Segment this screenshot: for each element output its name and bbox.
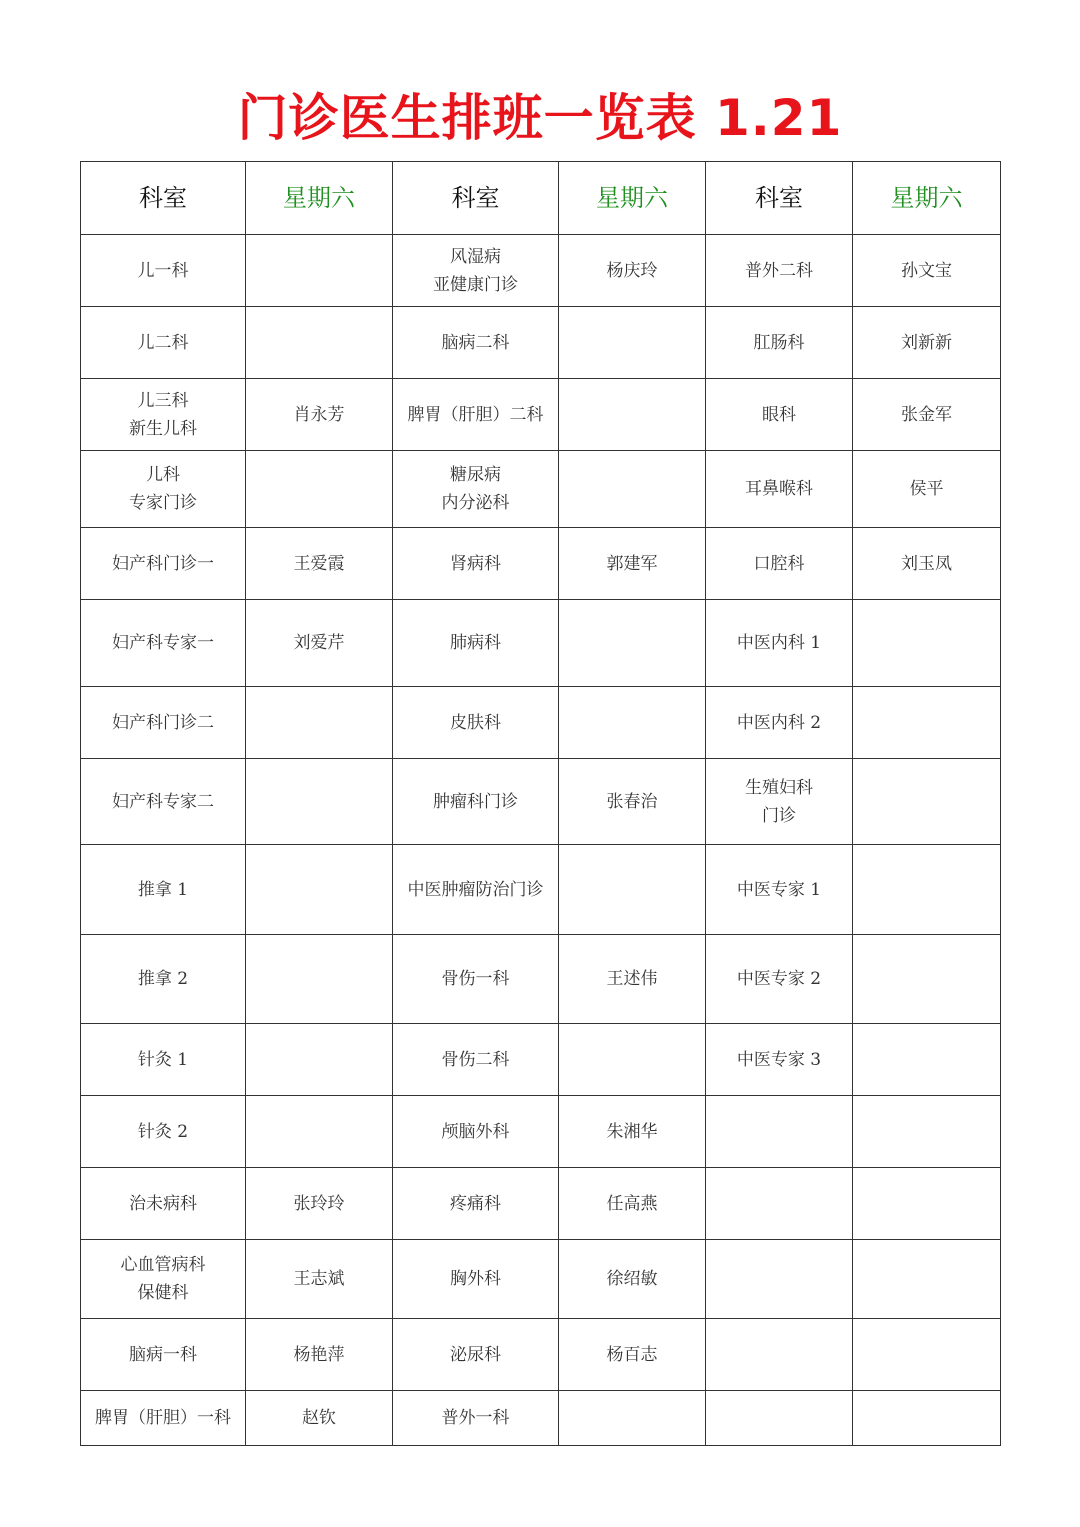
- doctor-cell: [853, 1319, 1001, 1391]
- doctor-cell: [246, 379, 393, 451]
- department-text: 治未病科: [129, 1193, 197, 1214]
- department-cell: [81, 307, 246, 379]
- department-cell: [706, 1024, 853, 1096]
- department-text: 骨伤二科: [441, 1049, 510, 1070]
- department-text: 针灸 1: [137, 1049, 189, 1070]
- table-row: [81, 1096, 1001, 1168]
- department-text: 推拿 1: [137, 879, 189, 900]
- department-cell: [393, 1168, 559, 1240]
- department-text: 口腔科: [753, 553, 805, 574]
- department-text: 脑病一科: [129, 1344, 197, 1365]
- doctor-cell: [853, 528, 1001, 600]
- doctor-cell: [246, 1240, 393, 1319]
- department-text: 儿三科 新生儿科: [129, 390, 197, 439]
- doctor-cell: [559, 600, 706, 687]
- department-cell: [706, 307, 853, 379]
- doctor-cell: [559, 1240, 706, 1319]
- table-row: [81, 1240, 1001, 1319]
- department-text: 颅脑外科: [441, 1121, 510, 1142]
- table-row: [81, 235, 1001, 307]
- doctor-cell: [559, 845, 706, 935]
- department-text: 糖尿病 内分泌科: [441, 465, 510, 513]
- doctor-cell: [246, 528, 393, 600]
- department-cell: [706, 379, 853, 451]
- department-cell: [706, 1168, 853, 1240]
- doctor-text: 杨艳萍: [293, 1344, 345, 1365]
- table-row: [81, 1024, 1001, 1096]
- doctor-text: 徐绍敏: [606, 1269, 658, 1289]
- header-saturday-2: 星期六: [559, 162, 706, 235]
- department-cell: [81, 235, 246, 307]
- department-cell: [706, 1240, 853, 1319]
- table-row: [81, 528, 1001, 600]
- doctor-text: 刘玉凤: [901, 553, 952, 574]
- department-text: 风湿病 亚健康门诊: [433, 246, 518, 295]
- doctor-text: 刘新新: [901, 332, 952, 353]
- department-text: 生殖妇科 门诊: [745, 777, 813, 826]
- doctor-cell: [246, 307, 393, 379]
- doctor-cell: [853, 1096, 1001, 1168]
- doctor-cell: [559, 1319, 706, 1391]
- doctor-cell: [246, 600, 393, 687]
- department-text: 泌尿科: [450, 1344, 501, 1365]
- doctor-cell: [853, 1168, 1001, 1240]
- doctor-cell: [246, 235, 393, 307]
- department-cell: [393, 1024, 559, 1096]
- header-department-1: 科室: [81, 162, 246, 235]
- table-row: [81, 379, 1001, 451]
- department-text: 眼科: [762, 404, 796, 425]
- doctor-cell: [559, 1096, 706, 1168]
- department-text: 推拿 2: [137, 969, 189, 989]
- doctor-text: 张金军: [901, 404, 952, 425]
- table-row: [81, 600, 1001, 687]
- department-cell: [706, 1319, 853, 1391]
- doctor-cell: [246, 1391, 393, 1446]
- department-cell: [81, 600, 246, 687]
- department-cell: [81, 935, 246, 1024]
- department-text: 心血管病科 保健科: [120, 1255, 206, 1303]
- department-text: 中医内科 2: [736, 712, 822, 733]
- department-cell: [706, 600, 853, 687]
- doctor-cell: [246, 935, 393, 1024]
- doctor-cell: [559, 451, 706, 528]
- department-text: 中医专家 2: [736, 969, 822, 989]
- department-cell: [393, 759, 559, 845]
- doctor-text: 杨百志: [606, 1344, 658, 1365]
- doctor-cell: [853, 759, 1001, 845]
- department-cell: [393, 935, 559, 1024]
- department-text: 妇产科专家一: [112, 633, 214, 653]
- doctor-cell: [559, 379, 706, 451]
- department-cell: [393, 307, 559, 379]
- table-row: [81, 1319, 1001, 1391]
- department-cell: [706, 451, 853, 528]
- department-text: 中医内科 1: [736, 633, 822, 653]
- doctor-cell: [559, 528, 706, 600]
- department-text: 疼痛科: [450, 1193, 501, 1214]
- doctor-text: 肖永芳: [293, 404, 345, 425]
- department-cell: [393, 687, 559, 759]
- doctor-cell: [559, 235, 706, 307]
- doctor-text: 任高燕: [606, 1193, 658, 1214]
- header-saturday-3: 星期六: [853, 162, 1001, 235]
- table-row: [81, 687, 1001, 759]
- department-cell: [81, 1391, 246, 1446]
- department-cell: [81, 1096, 246, 1168]
- department-cell: [81, 1024, 246, 1096]
- table-row: [81, 307, 1001, 379]
- department-cell: [706, 235, 853, 307]
- department-cell: [81, 1319, 246, 1391]
- doctor-text: 王述伟: [606, 969, 658, 989]
- department-cell: [393, 600, 559, 687]
- department-cell: [706, 759, 853, 845]
- doctor-cell: [853, 1024, 1001, 1096]
- department-text: 脑病二科: [441, 332, 510, 353]
- doctor-cell: [559, 307, 706, 379]
- department-text: 针灸 2: [137, 1121, 189, 1142]
- doctor-text: 杨庆玲: [606, 260, 658, 281]
- department-cell: [393, 528, 559, 600]
- table-row: [81, 845, 1001, 935]
- department-text: 中医肿瘤防治门诊: [407, 879, 544, 900]
- department-text: 中医专家 1: [736, 879, 822, 900]
- department-text: 耳鼻喉科: [745, 479, 813, 499]
- doctor-cell: [559, 759, 706, 845]
- doctor-text: 张春治: [606, 791, 658, 812]
- doctor-text: 孙文宝: [901, 260, 952, 281]
- department-text: 妇产科门诊一: [112, 553, 214, 574]
- doctor-cell: [559, 935, 706, 1024]
- department-text: 普外二科: [745, 260, 813, 281]
- doctor-cell: [559, 1024, 706, 1096]
- doctor-text: 侯平: [909, 479, 944, 499]
- doctor-cell: [246, 845, 393, 935]
- department-cell: [706, 935, 853, 1024]
- department-text: 皮肤科: [450, 712, 501, 733]
- doctor-cell: [853, 935, 1001, 1024]
- department-cell: [81, 759, 246, 845]
- department-cell: [81, 1240, 246, 1319]
- department-cell: [393, 1319, 559, 1391]
- department-cell: [393, 1391, 559, 1446]
- department-cell: [706, 687, 853, 759]
- department-text: 普外一科: [441, 1408, 510, 1428]
- doctor-text: 赵钦: [302, 1408, 336, 1428]
- department-cell: [393, 379, 559, 451]
- department-cell: [393, 235, 559, 307]
- doctor-cell: [246, 1319, 393, 1391]
- department-cell: [81, 379, 246, 451]
- department-cell: [393, 1240, 559, 1319]
- doctor-cell: [246, 451, 393, 528]
- table-row: [81, 1168, 1001, 1240]
- doctor-cell: [559, 687, 706, 759]
- department-text: 中医专家 3: [736, 1049, 822, 1070]
- doctor-cell: [853, 307, 1001, 379]
- department-cell: [393, 1096, 559, 1168]
- doctor-text: 郭建军: [606, 553, 658, 574]
- table-row: [81, 759, 1001, 845]
- department-cell: [81, 451, 246, 528]
- department-text: 儿科 专家门诊: [129, 465, 197, 513]
- doctor-text: 朱湘华: [606, 1121, 658, 1142]
- doctor-text: 刘爱芹: [293, 633, 345, 653]
- table-row: [81, 1391, 1001, 1446]
- department-text: 儿一科: [137, 260, 189, 281]
- doctor-cell: [853, 235, 1001, 307]
- department-cell: [706, 1391, 853, 1446]
- department-text: 肾病科: [450, 553, 501, 574]
- department-text: 妇产科专家二: [112, 791, 214, 812]
- doctor-cell: [246, 759, 393, 845]
- doctor-cell: [853, 845, 1001, 935]
- header-saturday-1: 星期六: [246, 162, 393, 235]
- department-cell: [706, 845, 853, 935]
- header-row: [81, 162, 1001, 235]
- department-text: 脾胃（肝胆）一科: [95, 1408, 231, 1428]
- department-cell: [393, 451, 559, 528]
- department-text: 肺病科: [450, 633, 501, 653]
- doctor-cell: [853, 1240, 1001, 1319]
- department-cell: [706, 528, 853, 600]
- header-department-3: 科室: [706, 162, 853, 235]
- department-text: 肛肠科: [753, 332, 805, 353]
- doctor-cell: [853, 600, 1001, 687]
- department-cell: [393, 845, 559, 935]
- doctor-cell: [559, 1391, 706, 1446]
- doctor-cell: [853, 687, 1001, 759]
- doctor-text: 王爱霞: [293, 553, 345, 574]
- department-cell: [706, 1096, 853, 1168]
- table-row: [81, 451, 1001, 528]
- doctor-cell: [246, 1024, 393, 1096]
- doctor-text: 张玲玲: [293, 1193, 345, 1214]
- doctor-cell: [559, 1168, 706, 1240]
- department-cell: [81, 687, 246, 759]
- department-text: 胸外科: [450, 1269, 501, 1289]
- schedule-table: [80, 161, 1001, 1446]
- doctor-cell: [246, 1168, 393, 1240]
- header-department-2: 科室: [393, 162, 559, 235]
- doctor-text: 王志斌: [293, 1269, 345, 1289]
- department-cell: [81, 528, 246, 600]
- department-text: 脾胃（肝胆）二科: [407, 404, 544, 425]
- doctor-cell: [246, 687, 393, 759]
- doctor-cell: [853, 451, 1001, 528]
- department-cell: [81, 845, 246, 935]
- table-row: [81, 935, 1001, 1024]
- department-text: 儿二科: [137, 332, 189, 353]
- department-text: 妇产科门诊二: [112, 712, 214, 733]
- doctor-cell: [853, 1391, 1001, 1446]
- department-text: 肿瘤科门诊: [433, 791, 518, 812]
- department-text: 骨伤一科: [441, 969, 510, 989]
- page-title: 门诊医生排班一览表 1.21: [237, 89, 843, 147]
- department-cell: [81, 1168, 246, 1240]
- doctor-cell: [853, 379, 1001, 451]
- schedule-body: [81, 235, 1001, 1446]
- doctor-cell: [246, 1096, 393, 1168]
